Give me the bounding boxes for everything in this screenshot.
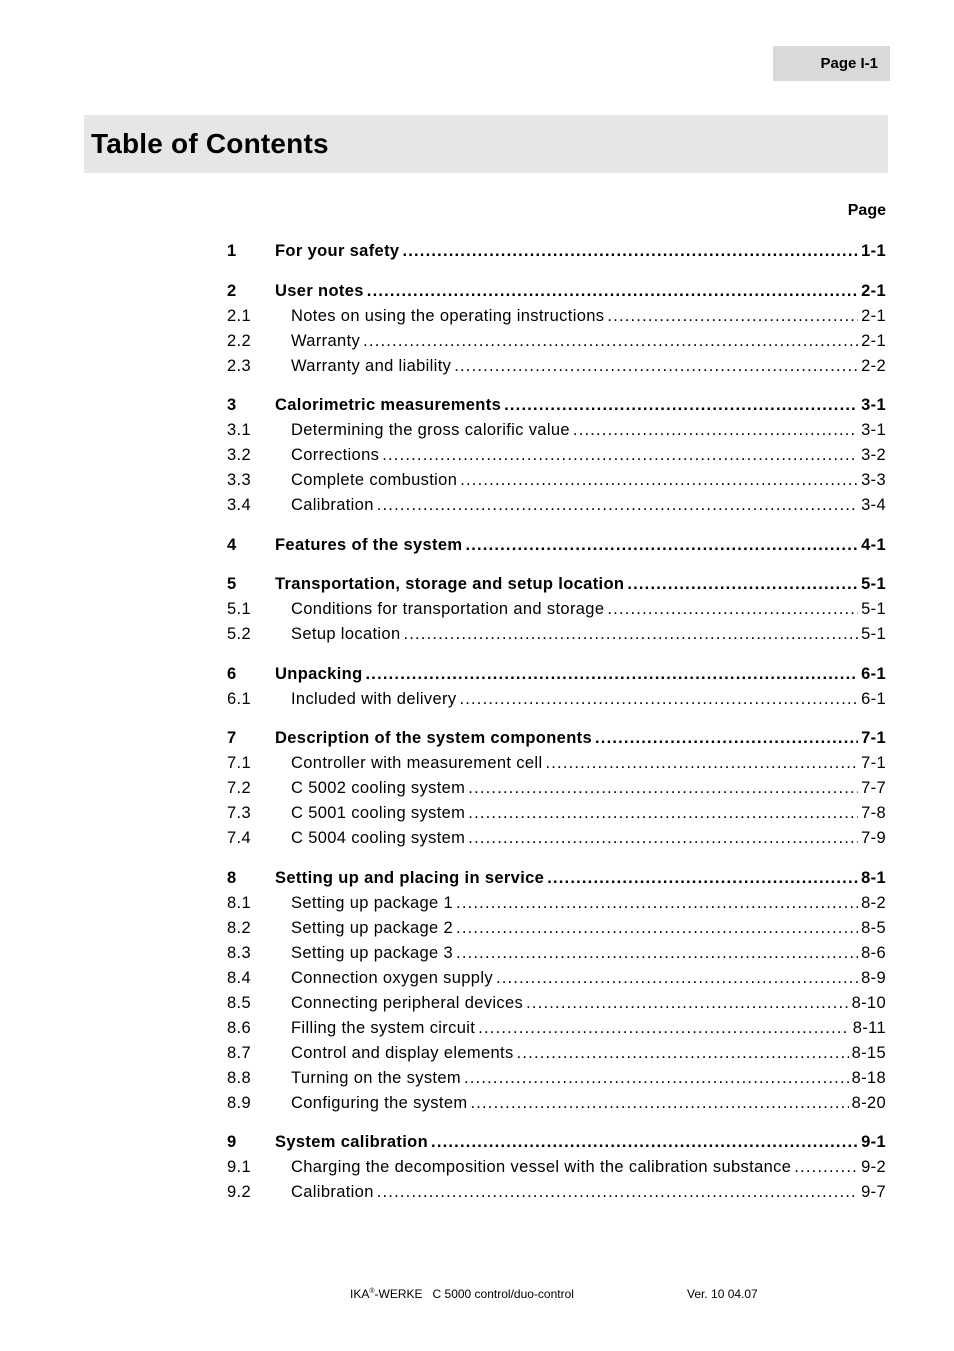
toc-subsection-row [227,1016,886,1041]
toc-entry-title: Determining the gross calorific value [291,421,570,439]
toc-dot-leader [545,751,858,776]
registered-mark: ® [369,1288,375,1295]
toc-entry-page: 3-1 [861,421,886,439]
toc-entry-page: 2-1 [861,281,886,300]
toc-entry-title: Notes on using the operating instructions [291,306,605,325]
toc-entry-number: 3 [227,396,237,414]
toc-entry-title: Setting up package 1 [291,893,454,912]
toc-entry-title: Complete combustion [291,471,458,489]
toc-entry-page: 1-1 [861,242,886,260]
toc-entry-number: 8.4 [227,968,251,987]
toc-entry-page: 6-1 [861,664,886,683]
toc-subsection-row [227,468,886,493]
toc-section [227,866,886,1116]
toc-dot-leader [431,1130,858,1155]
toc-entry-number: 8.2 [227,918,251,937]
toc-dot-leader [478,1016,850,1041]
toc-entry-title: Connection oxygen supply [291,968,493,987]
toc-entry-page: 2-1 [861,331,886,350]
toc-entry-page: 3-2 [861,446,886,464]
toc-subsection-row [227,418,886,443]
toc-subsection-row [227,1091,886,1116]
toc-chapter-row [227,726,886,751]
toc-entry-title: Setup location [291,625,401,643]
toc-entry-page: 8-20 [851,1093,886,1112]
toc-subsection-row [227,329,886,354]
toc-entry-title: Setting up and placing in service [275,868,545,887]
toc-dot-leader [465,533,858,558]
toc-entry-number: 2.3 [227,356,251,375]
toc-dot-leader [377,1180,858,1205]
toc-entry-page: 8-18 [851,1068,886,1087]
toc-subsection-row [227,1180,886,1205]
toc-dot-leader [366,662,859,687]
toc-subsection-row [227,1041,886,1066]
toc-entry-page: 2-1 [861,306,886,325]
toc-entry-title: Corrections [291,446,380,464]
toc-entry-number: 9 [227,1133,237,1151]
toc-entry-number: 8.9 [227,1093,251,1112]
toc-entry-title: Features of the system [275,535,463,554]
toc-subsection-row [227,1155,886,1180]
toc-entry-title: Turning on the system [291,1068,461,1087]
toc-entry-title: Connecting peripheral devices [291,993,524,1012]
toc-chapter-row [227,533,886,558]
toc-subsection-row [227,941,886,966]
toc-entry-number: 5.2 [227,625,251,643]
toc-section [227,239,886,264]
toc-chapter-row [227,572,886,597]
toc-entry-page: 3-3 [861,471,886,489]
toc-chapter-row [227,393,886,418]
toc-dot-leader [460,468,858,493]
toc-entry-title: Calibration [291,1183,374,1201]
toc-dot-leader [526,991,848,1016]
toc-entry-number: 3.4 [227,496,251,514]
toc-entry-title: C 5004 cooling system [291,829,466,847]
toc-subsection-row [227,916,886,941]
page-number-label [773,46,890,81]
toc-entry-number: 7.3 [227,804,251,822]
table-of-contents [227,239,886,1220]
toc-entry-number: 2 [227,281,237,300]
toc-entry-title: User notes [275,281,364,300]
toc-entry-title: Calorimetric measurements [275,396,502,414]
toc-entry-title: Calibration [291,496,374,514]
toc-entry-page: 8-5 [861,918,886,937]
toc-entry-number: 8.1 [227,893,251,912]
toc-entry-page: 8-9 [861,968,886,987]
toc-entry-page: 6-1 [861,689,886,708]
toc-dot-leader [402,239,858,264]
toc-entry-number: 8 [227,868,237,887]
toc-subsection-row [227,826,886,851]
toc-dot-leader [627,572,858,597]
toc-dot-leader [607,597,858,622]
toc-entry-page: 8-15 [851,1043,886,1062]
toc-dot-leader [456,941,858,966]
toc-entry-title: Warranty and liability [291,356,452,375]
toc-dot-leader [454,354,858,379]
toc-entry-page: 9-1 [861,1133,886,1151]
toc-dot-leader [363,329,858,354]
toc-entry-title: Warranty [291,331,361,350]
toc-subsection-row [227,751,886,776]
footer-brand-suffix: -WERKE [374,1287,423,1301]
toc-entry-number: 6 [227,664,237,683]
toc-entry-page: 9-2 [861,1158,886,1176]
toc-entry-page: 3-4 [861,496,886,514]
toc-entry-title: For your safety [275,242,400,260]
toc-entry-number: 9.2 [227,1183,251,1201]
toc-dot-leader [517,1041,849,1066]
toc-dot-leader [464,1066,849,1091]
toc-entry-title: Unpacking [275,664,363,683]
toc-dot-leader [367,279,858,304]
toc-subsection-row [227,622,886,647]
toc-dot-leader [504,393,858,418]
toc-entry-number: 8.7 [227,1043,251,1062]
toc-chapter-row [227,239,886,264]
toc-entry-page: 5-1 [861,625,886,643]
title-band [84,115,888,173]
toc-entry-number: 7.4 [227,829,251,847]
page-column-header: Page [847,202,886,219]
toc-subsection-row [227,891,886,916]
toc-dot-leader [456,916,858,941]
toc-chapter-row [227,662,886,687]
toc-entry-number: 2.1 [227,306,251,325]
toc-entry-number: 3.2 [227,446,251,464]
toc-subsection-row [227,597,886,622]
toc-entry-page: 2-2 [861,356,886,375]
toc-entry-title: Setting up package 3 [291,943,454,962]
toc-entry-title: Setting up package 2 [291,918,454,937]
toc-subsection-row [227,443,886,468]
toc-entry-page: 4-1 [861,535,886,554]
toc-entry-title: Control and display elements [291,1043,514,1062]
toc-section [227,1130,886,1205]
toc-entry-title: Conditions for transportation and storage [291,600,605,618]
toc-dot-leader [468,826,858,851]
toc-entry-number: 8.5 [227,993,251,1012]
toc-subsection-row [227,966,886,991]
footer-product-line [350,1287,574,1301]
toc-dot-leader [607,304,858,329]
toc-entry-number: 8.6 [227,1018,251,1037]
toc-subsection-row [227,304,886,329]
toc-entry-number: 7.2 [227,779,251,797]
toc-subsection-row [227,493,886,518]
toc-subsection-row [227,801,886,826]
toc-subsection-row [227,776,886,801]
toc-subsection-row [227,991,886,1016]
toc-entry-title: Filling the system circuit [291,1018,476,1037]
toc-entry-page: 9-7 [861,1183,886,1201]
toc-dot-leader [382,443,858,468]
toc-section [227,533,886,558]
footer-version: Ver. 10 04.07 [687,1287,758,1301]
page-number-text: Page I-1 [820,55,878,72]
toc-entry-title: System calibration [275,1133,429,1151]
toc-entry-page: 5-1 [861,575,886,593]
toc-chapter-row [227,279,886,304]
toc-entry-title: C 5001 cooling system [291,804,466,822]
toc-entry-title: Transportation, storage and setup location [275,575,625,593]
toc-entry-page: 5-1 [861,600,886,618]
toc-entry-page: 3-1 [861,396,886,414]
toc-dot-leader [496,966,858,991]
toc-entry-number: 3.3 [227,471,251,489]
toc-entry-page: 7-7 [861,779,886,797]
toc-dot-leader [468,776,858,801]
toc-entry-number: 4 [227,535,237,554]
toc-section [227,662,886,712]
toc-section [227,393,886,518]
toc-dot-leader [470,1091,848,1116]
toc-dot-leader [403,622,858,647]
toc-dot-leader [547,866,858,891]
toc-subsection-row [227,354,886,379]
toc-section [227,279,886,379]
toc-entry-page: 8-1 [861,868,886,887]
toc-section [227,572,886,647]
toc-entry-page: 7-8 [861,804,886,822]
toc-dot-leader [794,1155,858,1180]
toc-dot-leader [459,687,858,712]
toc-entry-title: Configuring the system [291,1093,468,1112]
toc-dot-leader [595,726,858,751]
toc-entry-number: 8.8 [227,1068,251,1087]
toc-entry-page: 8-6 [861,943,886,962]
toc-entry-number: 1 [227,242,237,260]
toc-entry-number: 6.1 [227,689,251,708]
toc-entry-page: 8-2 [861,893,886,912]
toc-dot-leader [573,418,858,443]
toc-chapter-row [227,866,886,891]
toc-entry-title: Included with delivery [291,689,457,708]
toc-entry-number: 5.1 [227,600,251,618]
toc-entry-page: 8-11 [852,1018,886,1037]
footer-brand: IKA [350,1287,370,1301]
toc-chapter-row [227,1130,886,1155]
toc-entry-title: Charging the decomposition vessel with the calibration substance [291,1158,792,1176]
toc-entry-page: 8-10 [851,993,886,1012]
toc-entry-title: Controller with measurement cell [291,754,543,772]
toc-entry-number: 7.1 [227,754,251,772]
toc-entry-page: 7-1 [861,754,886,772]
toc-entry-number: 7 [227,729,237,747]
toc-dot-leader [468,801,858,826]
toc-dot-leader [377,493,858,518]
toc-entry-number: 9.1 [227,1158,251,1176]
toc-entry-page: 7-1 [861,729,886,747]
toc-entry-page: 7-9 [861,829,886,847]
toc-entry-title: Description of the system components [275,729,592,747]
page-title: Table of Contents [91,128,329,159]
toc-subsection-row [227,687,886,712]
toc-subsection-row [227,1066,886,1091]
toc-dot-leader [456,891,858,916]
toc-entry-number: 5 [227,575,237,593]
footer-product: C 5000 control/duo-control [432,1287,574,1301]
toc-entry-number: 3.1 [227,421,251,439]
toc-entry-number: 2.2 [227,331,251,350]
toc-entry-number: 8.3 [227,943,251,962]
toc-entry-title: C 5002 cooling system [291,779,466,797]
toc-section [227,726,886,851]
